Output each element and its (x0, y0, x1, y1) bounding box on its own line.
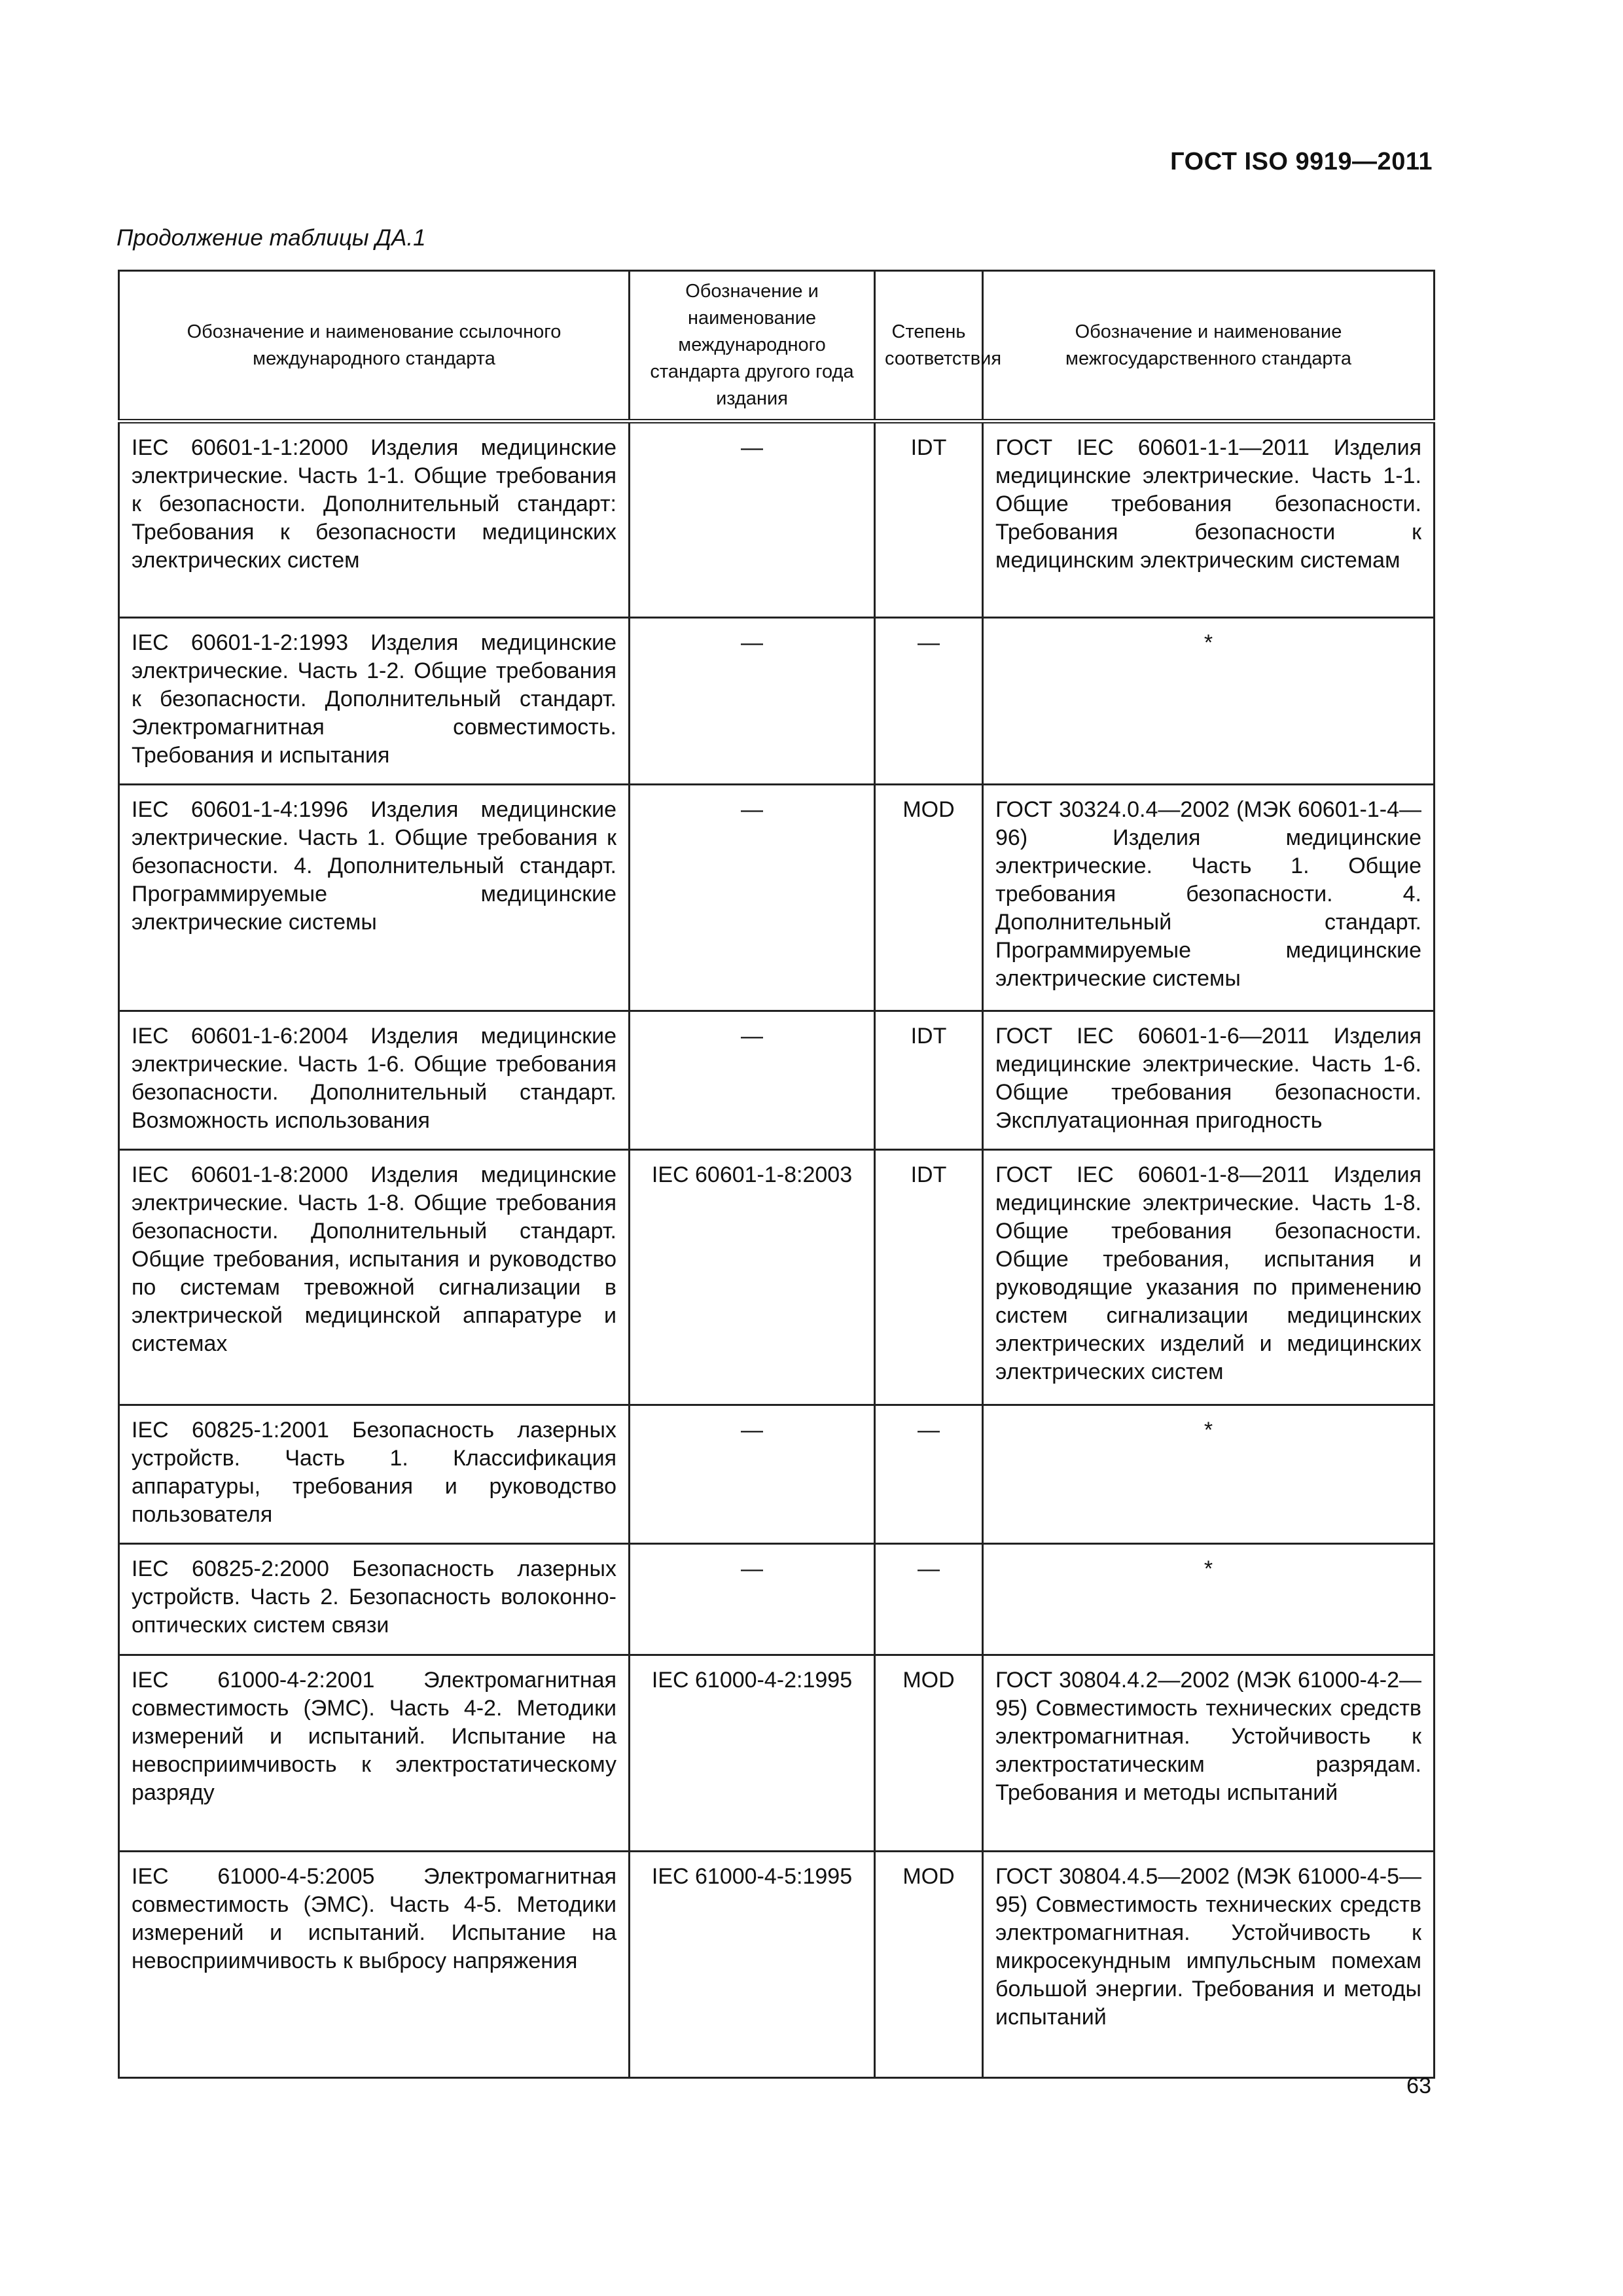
ref-standard-cell: IEC 60601-1-8:2000 Изделия медицинские электрические. Часть 1-8. Общие требования безопасности. Дополнительный стандарт. Общие требования, испытания и руководство по системам тревожной сигнализации в электрической медицинской аппаратуре и системах (119, 1150, 630, 1405)
standards-correspondence-table (118, 270, 1435, 2079)
degree-cell: MOD (875, 1655, 983, 1852)
column-header-other-year-standard: Обозначение и наименование международного стандарта другого года издания (630, 271, 875, 422)
gost-standard-cell: ГОСТ IEC 60601-1-6—2011 Изделия медицинские электрические. Часть 1-6. Общие требования безопасности. Эксплуатационная пригодность (983, 1011, 1435, 1150)
gost-standard-cell: ГОСТ IEC 60601-1-1—2011 Изделия медицинские электрические. Часть 1-1. Общие требования безопасности. Требования безопасности к медицинским электрическим системам (983, 422, 1435, 618)
other-year-cell: — (630, 618, 875, 785)
degree-cell: IDT (875, 422, 983, 618)
other-year-cell: — (630, 1544, 875, 1655)
gost-standard-cell: ГОСТ 30804.4.5—2002 (МЭК 61000-4-5—95) Совместимость технических средств электромагнитная. Устойчивость к микросекундным импульсным помехам большой энергии. Требования и методы испытаний (983, 1852, 1435, 2078)
ref-standard-cell: IEC 61000-4-5:2005 Электромагнитная совместимость (ЭМС). Часть 4-5. Методики измерений и испытаний. Испытание на невосприимчивость к выбросу напряжения (119, 1852, 630, 2078)
table-row (119, 785, 1435, 1011)
table-row (119, 1405, 1435, 1544)
table-row (119, 618, 1435, 785)
other-year-cell: — (630, 785, 875, 1011)
ref-standard-cell: IEC 60825-2:2000 Безопасность лазерных устройств. Часть 2. Безопасность волоконно-оптических систем связи (119, 1544, 630, 1655)
table-row (119, 422, 1435, 618)
ref-standard-cell: IEC 60601-1-6:2004 Изделия медицинские электрические. Часть 1-6. Общие требования безопасности. Дополнительный стандарт. Возможность использования (119, 1011, 630, 1150)
ref-standard-cell: IEC 60825-1:2001 Безопасность лазерных устройств. Часть 1. Классификация аппаратуры, требования и руководство пользователя (119, 1405, 630, 1544)
gost-standard-cell: ГОСТ 30804.4.2—2002 (МЭК 61000-4-2—95) Совместимость технических средств электромагнитная. Устойчивость к электростатическим разрядам. Требования и методы испытаний (983, 1655, 1435, 1852)
ref-standard-cell: IEC 60601-1-1:2000 Изделия медицинские электрические. Часть 1-1. Общие требования к безопасности. Дополнительный стандарт: Требования к безопасности медицинских электрических систем (119, 422, 630, 618)
gost-standard-cell: * (983, 618, 1435, 785)
page-number: 63 (1406, 2073, 1431, 2098)
table-row (119, 1150, 1435, 1405)
document-code-header: ГОСТ ISO 9919—2011 (1170, 148, 1433, 175)
table-row (119, 1655, 1435, 1852)
column-header-international-standard: Обозначение и наименование ссылочного международного стандарта (119, 271, 630, 422)
gost-standard-cell: ГОСТ IEC 60601-1-8—2011 Изделия медицинские электрические. Часть 1-8. Общие требования безопасности. Общие требования, испытания и руководящие указания по применению систем сигнализации медицинских электрических изделий и медицинских электрических систем (983, 1150, 1435, 1405)
other-year-cell: IEC 61000-4-2:1995 (630, 1655, 875, 1852)
other-year-cell: IEC 60601-1-8:2003 (630, 1150, 875, 1405)
degree-cell: IDT (875, 1150, 983, 1405)
gost-standard-cell: * (983, 1544, 1435, 1655)
other-year-cell: — (630, 1011, 875, 1150)
degree-cell: — (875, 1405, 983, 1544)
degree-cell: MOD (875, 1852, 983, 2078)
gost-standard-cell: * (983, 1405, 1435, 1544)
other-year-cell: IEC 61000-4-5:1995 (630, 1852, 875, 2078)
table-row (119, 1011, 1435, 1150)
table-header-row (119, 271, 1435, 422)
degree-cell: IDT (875, 1011, 983, 1150)
other-year-cell: — (630, 422, 875, 618)
degree-cell: — (875, 618, 983, 785)
degree-cell: — (875, 1544, 983, 1655)
ref-standard-cell: IEC 60601-1-2:1993 Изделия медицинские электрические. Часть 1-2. Общие требования к безопасности. Дополнительный стандарт. Электромагнитная совместимость. Требования и испытания (119, 618, 630, 785)
other-year-cell: — (630, 1405, 875, 1544)
table-row (119, 1544, 1435, 1655)
gost-standard-cell: ГОСТ 30324.0.4—2002 (МЭК 60601-1-4—96) Изделия медицинские электрические. Часть 1. Общие требования безопасности. 4. Дополнительный стандарт. Программируемые медицинские электрические системы (983, 785, 1435, 1011)
table-caption: Продолжение таблицы ДА.1 (116, 225, 426, 251)
degree-cell: MOD (875, 785, 983, 1011)
ref-standard-cell: IEC 60601-1-4:1996 Изделия медицинские электрические. Часть 1. Общие требования к безопасности. 4. Дополнительный стандарт. Программируемые медицинские электрические системы (119, 785, 630, 1011)
ref-standard-cell: IEC 61000-4-2:2001 Электромагнитная совместимость (ЭМС). Часть 4-2. Методики измерений и испытаний. Испытание на невосприимчивость к электростатическому разряду (119, 1655, 630, 1852)
column-header-interstate-standard: Обозначение и наименование межгосударственного стандарта (983, 271, 1435, 422)
table-row (119, 1852, 1435, 2078)
column-header-degree-of-conformity: Степень соответствия (875, 271, 983, 422)
